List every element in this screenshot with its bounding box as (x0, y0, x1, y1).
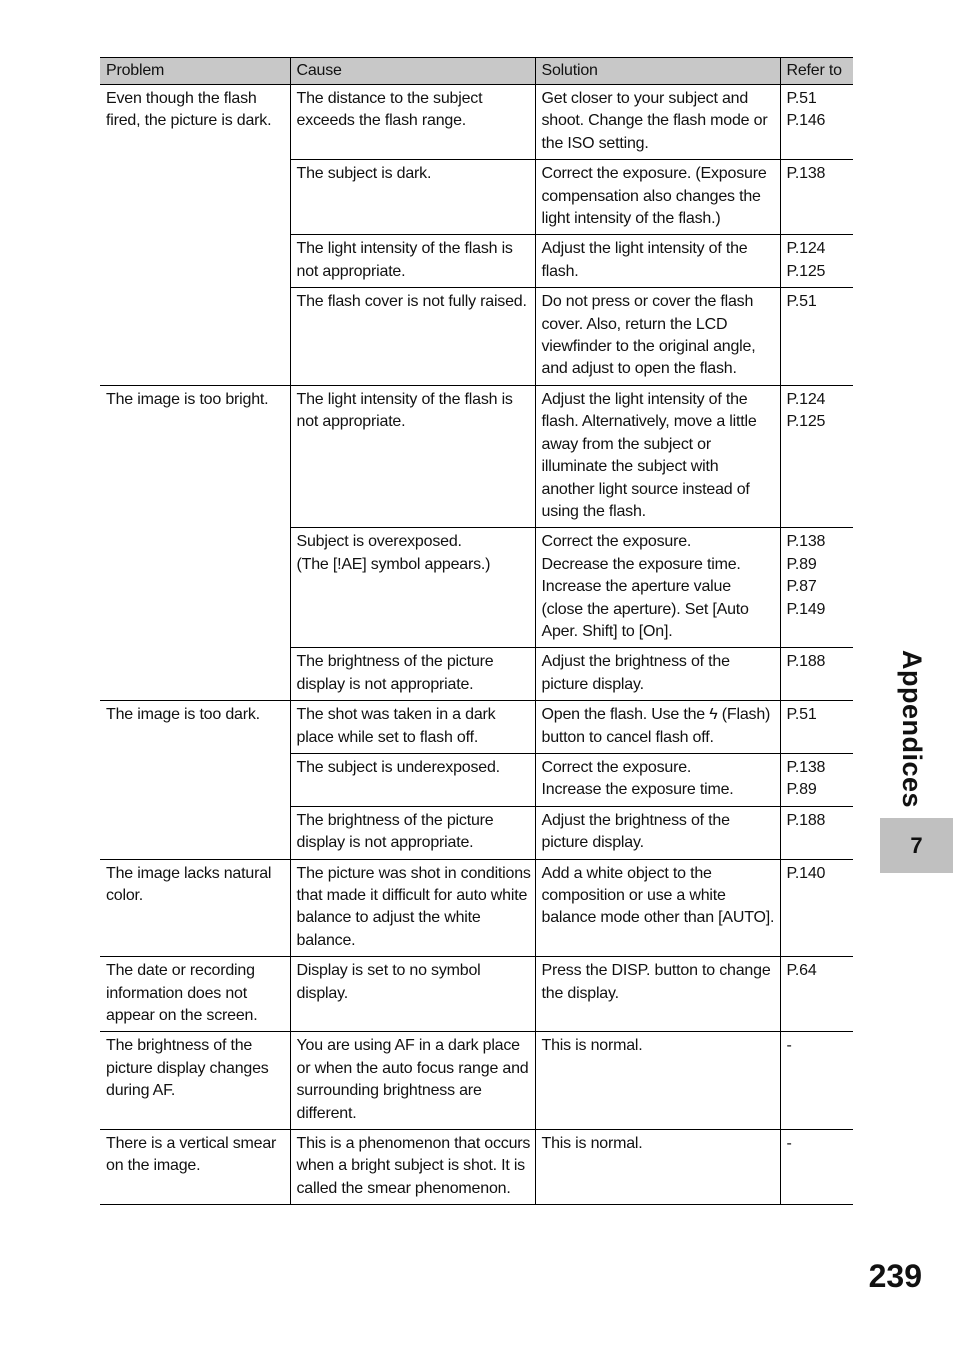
refer-to-cell-line: P.138 (786, 533, 826, 551)
solution-cell-line: away from the subject or (541, 435, 711, 453)
solution-cell (535, 701, 780, 754)
solution-cell-line: the ISO setting. (541, 134, 649, 152)
cause-cell (290, 806, 535, 859)
chapter-tab (880, 818, 953, 873)
cause-cell (290, 385, 535, 527)
solution-cell-line: the display. (541, 984, 619, 1002)
refer-to-cell-line: P.64 (786, 962, 817, 980)
troubleshooting-table (100, 57, 853, 1205)
cause-cell-line: called the smear phenomenon. (296, 1179, 511, 1197)
solution-cell-line: cover. Also, return the LCD (541, 315, 728, 333)
cause-cell (290, 235, 535, 288)
solution-cell-line: flash. Alternatively, move a little (541, 413, 757, 431)
header-cause: Cause (290, 58, 535, 85)
problem-cell-line: The brightness of the (106, 1037, 253, 1055)
solution-cell-line: another light source instead of (541, 480, 750, 498)
cause-cell (290, 957, 535, 1032)
cause-cell-line: The flash cover is not fully raised. (296, 293, 527, 311)
solution-cell-line: Adjust the light intensity of the (541, 390, 748, 408)
cause-cell (290, 1130, 535, 1205)
solution-cell (535, 235, 780, 288)
refer-to-cell-line: P.138 (786, 758, 826, 776)
solution-cell-line: Adjust the brightness of the (541, 811, 730, 829)
refer-to-cell-line: P.89 (786, 781, 817, 799)
problem-cell-line: The image lacks natural (106, 864, 272, 882)
page-number: 239 (868, 1258, 922, 1294)
solution-cell-line: picture display. (541, 675, 644, 693)
cause-cell-line: The light intensity of the flash is (296, 390, 513, 408)
refer-to-cell-line: P.51 (786, 706, 817, 724)
problem-cell-line: fired, the picture is dark. (106, 112, 272, 130)
cause-cell-line: (The [!AE] symbol appears.) (296, 555, 491, 573)
refer-to-cell-line: P.51 (786, 293, 817, 311)
solution-cell-line: Adjust the light intensity of the (541, 240, 748, 258)
cause-cell-line: surrounding brightness are (296, 1082, 482, 1100)
table-row (100, 859, 853, 957)
solution-cell-line: light intensity of the flash.) (541, 210, 721, 228)
solution-cell-line: shoot. Change the flash mode or (541, 112, 768, 130)
solution-cell-line: Adjust the brightness of the (541, 653, 730, 671)
refer-to-cell-line: P.149 (786, 600, 826, 618)
refer-to-cell-line: P.146 (786, 112, 826, 130)
problem-cell-line: color. (106, 887, 144, 904)
refer-to-cell (780, 85, 853, 160)
solution-cell (535, 753, 780, 806)
table-row (100, 85, 853, 160)
cause-cell-line: The subject is dark. (296, 165, 432, 183)
cause-cell-line: balance to adjust the white (296, 909, 481, 927)
header-refer-to: Refer to (780, 58, 853, 85)
table-row (100, 385, 853, 527)
table-row (100, 957, 853, 1032)
cause-cell-line: The subject is underexposed. (296, 758, 500, 776)
cause-cell-line: not appropriate. (296, 413, 406, 431)
solution-cell-line: Do not press or cover the flash (541, 293, 754, 311)
solution-cell-line: Press the DISP. button to change (541, 962, 771, 980)
refer-to-cell-line: P.124 (786, 240, 826, 258)
solution-cell-line: Correct the exposure. (541, 533, 692, 551)
cause-cell (290, 160, 535, 235)
solution-cell-line: Increase the exposure time. (541, 781, 734, 799)
solution-cell (535, 1032, 780, 1130)
cause-cell (290, 648, 535, 701)
problem-cell (100, 85, 290, 386)
cause-cell (290, 288, 535, 386)
solution-cell-line: balance mode other than [AUTO]. (541, 909, 775, 927)
solution-cell-line: and adjust to open the flash. (541, 360, 737, 378)
solution-cell-line: compensation also changes the (541, 187, 761, 205)
cause-cell-line: that made it difficult for auto white (296, 887, 528, 904)
problem-cell (100, 701, 290, 859)
problem-cell (100, 1130, 290, 1205)
solution-cell (535, 528, 780, 648)
refer-to-cell-line: P.87 (786, 578, 817, 596)
refer-to-cell (780, 288, 853, 386)
solution-cell-line: Add a white object to the (541, 864, 712, 882)
solution-cell-line: flash. (541, 262, 579, 280)
refer-to-cell-line: P.140 (786, 864, 826, 882)
problem-cell-line: during AF. (106, 1082, 176, 1100)
cause-cell-line: display is not appropriate. (296, 675, 474, 693)
cause-cell-line: The brightness of the picture (296, 811, 494, 829)
refer-to-cell-line: P.125 (786, 413, 826, 431)
table-header-row (100, 58, 853, 85)
refer-to-cell (780, 648, 853, 701)
solution-cell-line: Correct the exposure. (Exposure (541, 165, 767, 183)
cause-cell-line: place while set to flash off. (296, 728, 479, 746)
chapter-number: 7 (910, 832, 923, 858)
header-problem: Problem (100, 58, 290, 85)
refer-to-cell-line: P.138 (786, 165, 826, 183)
cause-cell-line: The distance to the subject (296, 90, 483, 107)
header-solution: Solution (535, 58, 780, 85)
cause-cell-line: balance. (296, 931, 356, 949)
refer-to-cell (780, 160, 853, 235)
refer-to-cell (780, 1032, 853, 1130)
cause-cell (290, 859, 535, 957)
problem-cell (100, 957, 290, 1032)
problem-cell (100, 1032, 290, 1130)
cause-cell-line: The light intensity of the flash is (296, 240, 513, 258)
solution-cell-line: viewfinder to the original angle, (541, 338, 756, 356)
refer-to-cell (780, 528, 853, 648)
problem-cell-line: Even though the flash (106, 90, 257, 107)
refer-to-cell-line: P.51 (786, 90, 817, 107)
solution-cell-line: Correct the exposure. (541, 758, 692, 776)
refer-to-cell (780, 859, 853, 957)
solution-cell-line: This is normal. (541, 1135, 643, 1153)
refer-to-cell (780, 806, 853, 859)
cause-cell-line: The shot was taken in a dark (296, 706, 496, 724)
refer-to-cell-line: P.188 (786, 811, 826, 829)
solution-cell-line: composition or use a white (541, 887, 726, 904)
refer-to-cell (780, 385, 853, 527)
refer-to-cell (780, 957, 853, 1032)
cause-cell (290, 85, 535, 160)
solution-cell-line: Aper. Shift] to [On]. (541, 622, 673, 640)
solution-cell-line: Open the flash. Use the ϟ (Flash) (541, 706, 771, 724)
problem-cell (100, 859, 290, 957)
cause-cell-line: display is not appropriate. (296, 834, 474, 852)
solution-cell (535, 648, 780, 701)
solution-cell-line: using the flash. (541, 502, 646, 520)
cause-cell (290, 753, 535, 806)
solution-cell (535, 385, 780, 527)
refer-to-cell (780, 235, 853, 288)
cause-cell-line: The brightness of the picture (296, 653, 494, 671)
solution-cell (535, 160, 780, 235)
solution-cell-line: Increase the aperture value (541, 578, 731, 596)
solution-cell-line: This is normal. (541, 1037, 643, 1055)
problem-cell-line: picture display changes (106, 1059, 269, 1077)
problem-cell-line: The date or recording (106, 962, 255, 980)
solution-cell-line: (close the aperture). Set [Auto (541, 600, 749, 618)
cause-cell-line: exceeds the flash range. (296, 112, 467, 130)
problem-cell-line: The image is too dark. (106, 706, 260, 724)
solution-cell (535, 1130, 780, 1205)
solution-cell (535, 957, 780, 1032)
table-body (100, 85, 853, 1205)
solution-cell (535, 85, 780, 160)
problem-cell (100, 385, 290, 700)
problem-cell-line: on the image. (106, 1157, 201, 1175)
cause-cell-line: or when the auto focus range and (296, 1059, 529, 1077)
solution-cell-line: button to cancel flash off. (541, 728, 714, 746)
cause-cell-line: This is a phenomenon that occurs (296, 1135, 531, 1153)
refer-to-cell-line: P.125 (786, 262, 826, 280)
refer-to-cell-line: P.124 (786, 390, 826, 408)
solution-cell (535, 859, 780, 957)
solution-cell-line: Get closer to your subject and (541, 90, 749, 107)
table-row (100, 1130, 853, 1205)
refer-to-cell (780, 701, 853, 754)
cause-cell-line: display. (296, 984, 348, 1002)
section-title: Appendices (897, 650, 927, 809)
refer-to-cell-line: P.89 (786, 555, 817, 573)
refer-to-cell-line: - (786, 1135, 792, 1153)
refer-to-cell (780, 753, 853, 806)
solution-cell-line: picture display. (541, 834, 644, 852)
cause-cell (290, 528, 535, 648)
cause-cell-line: Display is set to no symbol (296, 962, 481, 980)
cause-cell-line: different. (296, 1104, 357, 1122)
solution-cell-line: illuminate the subject with (541, 458, 719, 476)
cause-cell-line: not appropriate. (296, 262, 406, 280)
cause-cell-line: Subject is overexposed. (296, 533, 462, 551)
cause-cell (290, 1032, 535, 1130)
solution-cell-line: Decrease the exposure time. (541, 555, 741, 573)
refer-to-cell-line: P.188 (786, 653, 826, 671)
problem-cell-line: The image is too bright. (106, 390, 269, 408)
refer-to-cell-line: - (786, 1037, 792, 1055)
cause-cell-line: The picture was shot in conditions (296, 864, 531, 882)
solution-cell (535, 288, 780, 386)
problem-cell-line: information does not (106, 984, 247, 1002)
table-row (100, 1032, 853, 1130)
solution-cell (535, 806, 780, 859)
refer-to-cell (780, 1130, 853, 1205)
table-row (100, 701, 853, 754)
cause-cell-line: when a bright subject is shot. It is (296, 1157, 525, 1175)
problem-cell-line: appear on the screen. (106, 1007, 258, 1025)
cause-cell-line: You are using AF in a dark place (296, 1037, 520, 1055)
cause-cell (290, 701, 535, 754)
problem-cell-line: There is a vertical smear (106, 1135, 277, 1153)
